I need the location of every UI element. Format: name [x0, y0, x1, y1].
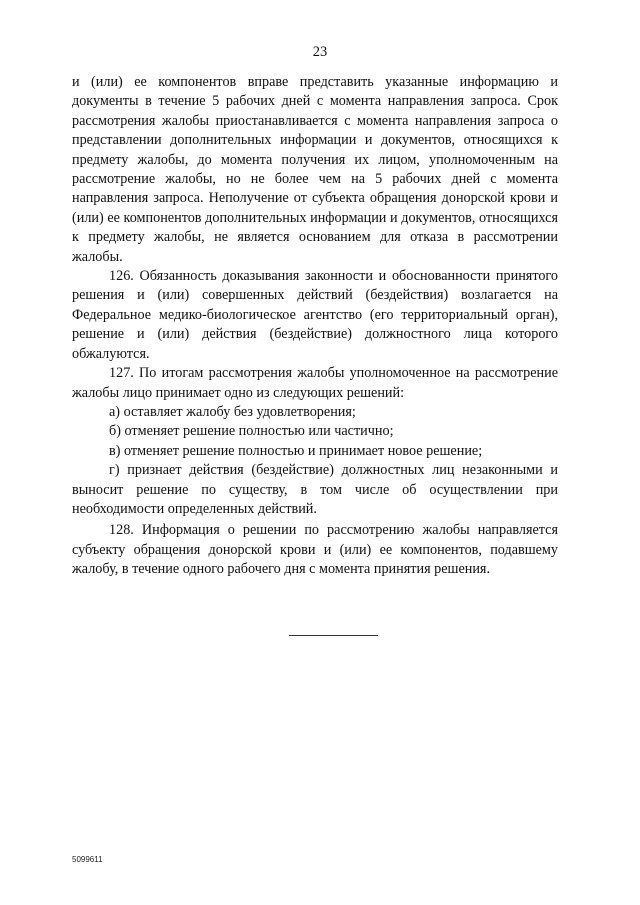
paragraph-127: 127. По итогам рассмотрения жалобы уполномоченное на рассмотрение жалобы лицо принимает одно из следующих решений: — [72, 365, 558, 401]
end-separator-line — [289, 635, 378, 636]
page-number: 23 — [312, 44, 328, 60]
paragraph-126: 126. Обязанность доказывания законности и обоснованности принятого решения и (или) совершенных действий (бездействия) возлагается на Федеральное медико-биологическое агентство (его территориальный орган), решение и (или) действия (бездействие) должностного лица которого обжалуются. — [72, 268, 558, 362]
decision-item-g: г) признает действия (бездействие) должностных лиц незаконными и выносит решение по существу, в том числе об осуществлении при необходимости определенных действий. — [72, 462, 558, 517]
decision-item-a: а) оставляет жалобу без удовлетворения; — [109, 403, 356, 420]
document-body — [72, 73, 558, 580]
document-code: 5099611 — [72, 855, 103, 864]
paragraph-continuation: и (или) ее компонентов вправе представить указанные информацию и документы в течение 5 рабочих дней с момента направления запроса. Срок рассмотрения жалобы приостанавливается с момента направления запроса о представлении дополнительных информации и документов, относящихся к предмету жалобы, до момента получения их лицом, уполномоченным на рассмотрение жалобы, но не более чем на 5 рабочих дней с момента направления запроса. Неполучение от субъекта обращения донорской крови и (или) ее компонентов дополнительных информации и документов, относящихся к предмету жалобы, не является основанием для отказа в рассмотрении жалобы. — [72, 74, 558, 265]
paragraph-128: 128. Информация о решении по рассмотрению жалобы направляется субъекту обращения донорской крови и (или) ее компонентов, подавшему жалобу, в течение одного рабочего дня с момента принятия решения. — [72, 522, 558, 578]
decision-item-b: б) отменяет решение полностью или частично; — [109, 423, 394, 440]
decision-item-v: в) отменяет решение полностью и принимает новое решение; — [109, 442, 483, 459]
